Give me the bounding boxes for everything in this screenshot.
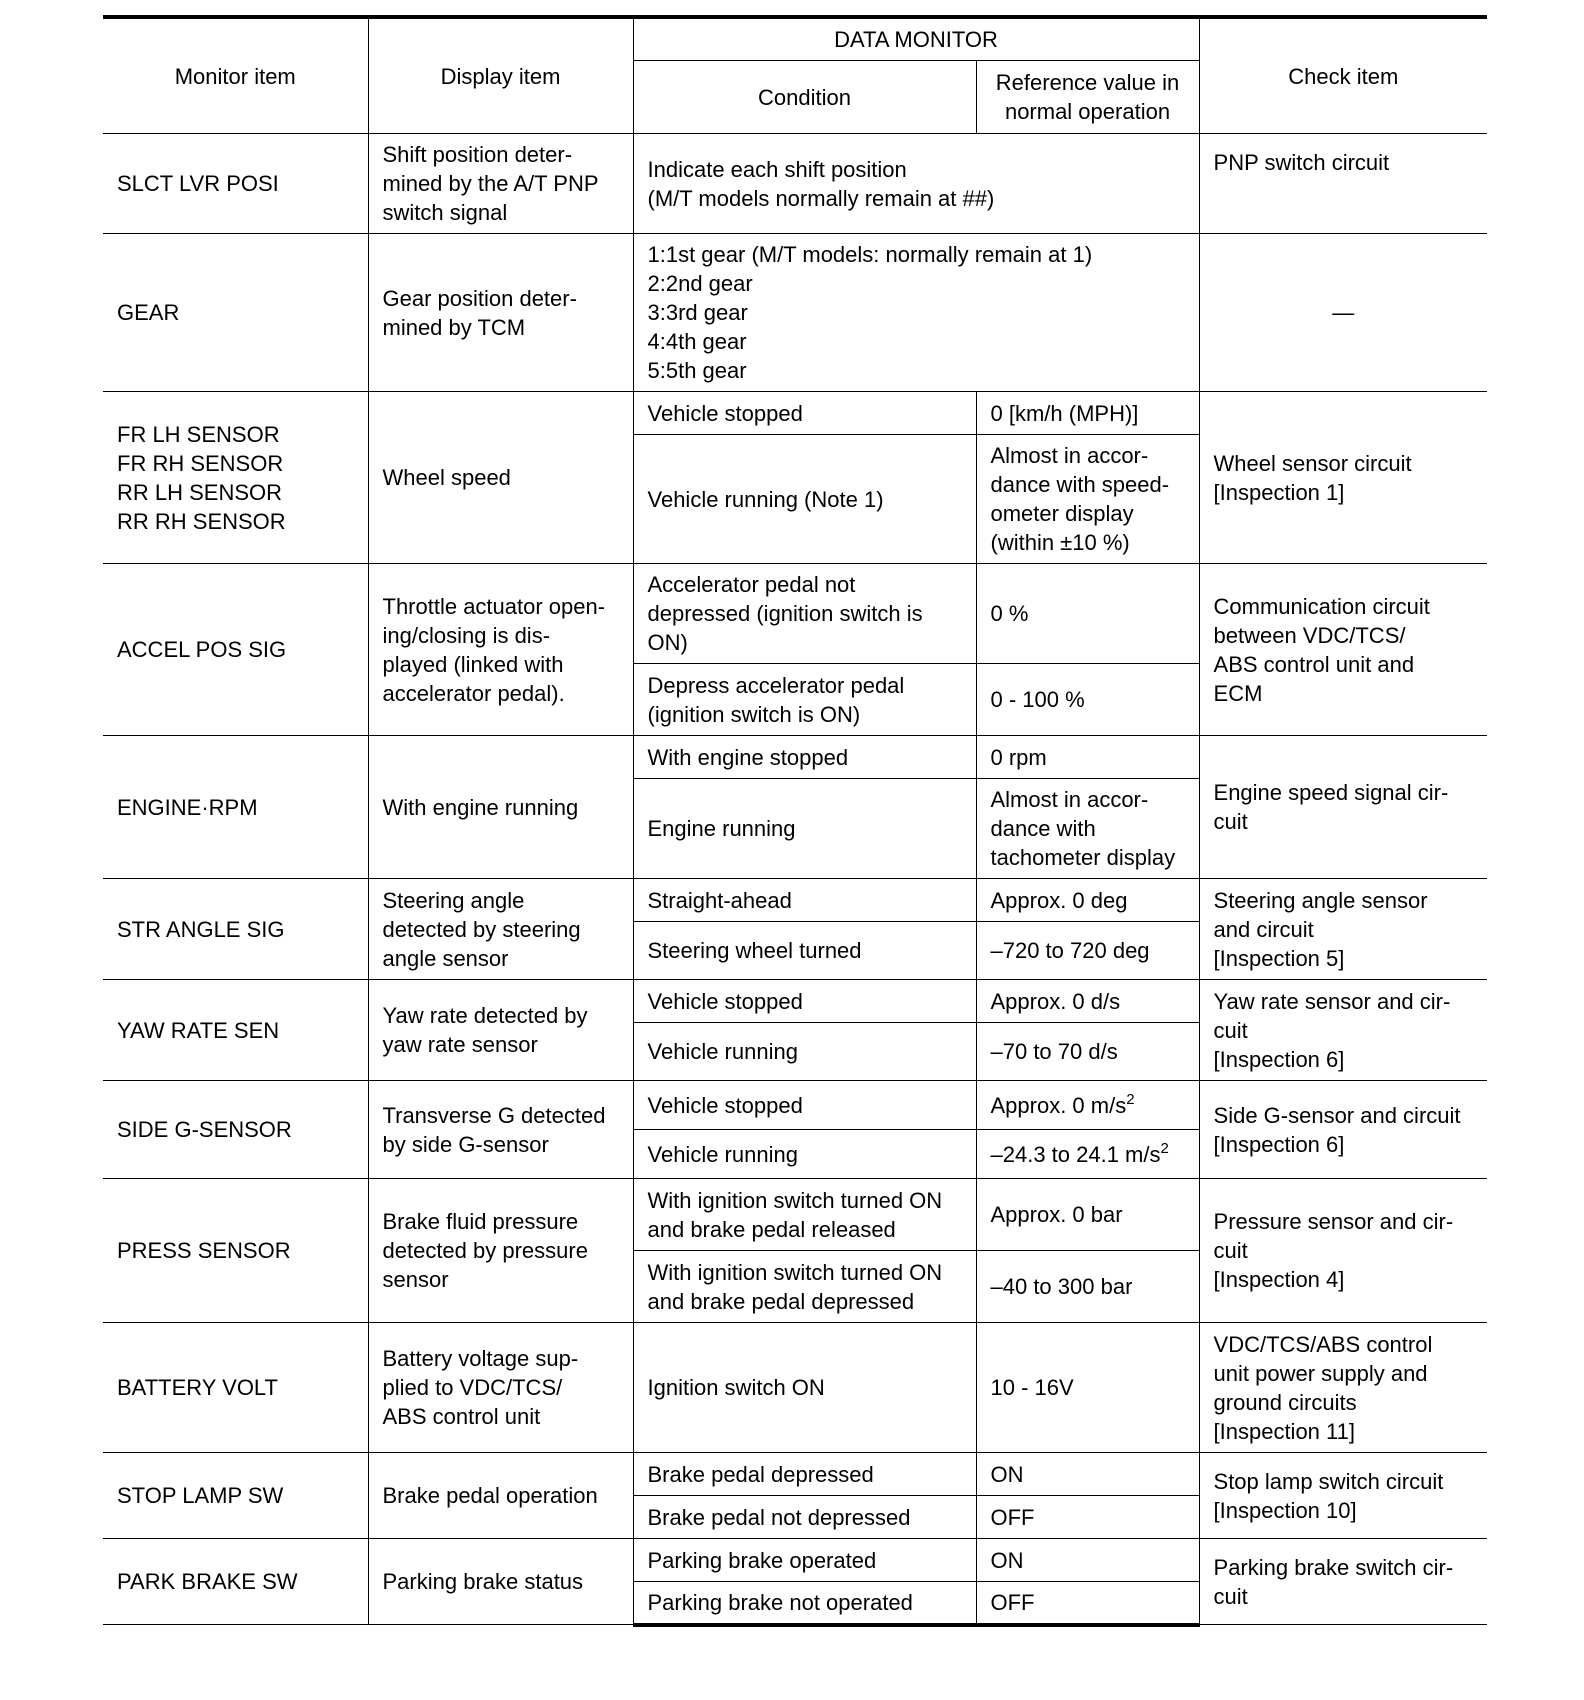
display-item: Brake pedal operation	[368, 1453, 633, 1539]
reference-value: Almost in accor- dance with tachometer display	[976, 779, 1199, 879]
check-item: —	[1199, 234, 1487, 392]
reference-value: 0 %	[976, 564, 1199, 664]
reference-value: ON	[976, 1539, 1199, 1582]
condition: Brake pedal not depressed	[633, 1496, 976, 1539]
table-row	[103, 1081, 1487, 1130]
display-item: Throttle actuator open- ing/closing is dis- played (linked with accelerator pedal).	[368, 564, 633, 736]
check-item: Parking brake switch cir- cuit	[1199, 1539, 1487, 1625]
table-row	[103, 1453, 1487, 1496]
reference-value: OFF	[976, 1496, 1199, 1539]
reference-value: OFF	[976, 1582, 1199, 1625]
reference-value-text: Approx. 0 m/s	[990, 1092, 1127, 1118]
display-item: Transverse G detected by side G-sensor	[368, 1081, 633, 1179]
display-item: Battery voltage sup- plied to VDC/TCS/ ABS control unit	[368, 1323, 633, 1453]
reference-value: –70 to 70 d/s	[976, 1023, 1199, 1081]
table-row	[103, 1323, 1487, 1453]
check-item: Stop lamp switch circuit [Inspection 10]	[1199, 1453, 1487, 1539]
check-item: Yaw rate sensor and cir- cuit [Inspection 6]	[1199, 980, 1487, 1081]
header-display-item: Display item	[368, 17, 633, 134]
check-item: Wheel sensor circuit [Inspection 1]	[1199, 392, 1487, 564]
condition: Depress accelerator pedal (ignition switch is ON)	[633, 664, 976, 736]
header-data-monitor: DATA MONITOR	[633, 17, 1199, 61]
display-item: With engine running	[368, 736, 633, 879]
header-reference-value: Reference value in normal operation	[976, 61, 1199, 134]
table-row	[103, 234, 1487, 392]
table-row	[103, 392, 1487, 435]
condition: Vehicle running	[633, 1130, 976, 1179]
check-item: Engine speed signal cir- cuit	[1199, 736, 1487, 879]
condition: With ignition switch turned ON and brake pedal depressed	[633, 1251, 976, 1323]
monitor-item: BATTERY VOLT	[103, 1323, 368, 1453]
header-condition: Condition	[633, 61, 976, 134]
display-item: Yaw rate detected by yaw rate sensor	[368, 980, 633, 1081]
table-row	[103, 134, 1487, 234]
monitor-item: PRESS SENSOR	[103, 1179, 368, 1323]
display-item: Brake fluid pressure detected by pressure sensor	[368, 1179, 633, 1323]
check-item: Communication circuit between VDC/TCS/ ABS control unit and ECM	[1199, 564, 1487, 736]
reference-value: ON	[976, 1453, 1199, 1496]
reference-value: Almost in accor- dance with speed- ometer display (within ±10 %)	[976, 435, 1199, 564]
check-item: Steering angle sensor and circuit [Inspection 5]	[1199, 879, 1487, 980]
condition: Vehicle stopped	[633, 980, 976, 1023]
condition: Brake pedal depressed	[633, 1453, 976, 1496]
reference-value: Approx. 0 bar	[976, 1179, 1199, 1251]
reference-value: 0 rpm	[976, 736, 1199, 779]
condition: With engine stopped	[633, 736, 976, 779]
exponent: 2	[1126, 1090, 1135, 1108]
display-item: Steering angle detected by steering angle sensor	[368, 879, 633, 980]
display-item: Wheel speed	[368, 392, 633, 564]
condition: 1:1st gear (M/T models: normally remain at 1) 2:2nd gear 3:3rd gear 4:4th gear 5:5th gear	[633, 234, 1199, 392]
condition: Steering wheel turned	[633, 922, 976, 980]
monitor-item: SIDE G-SENSOR	[103, 1081, 368, 1179]
display-item: Parking brake status	[368, 1539, 633, 1625]
monitor-item: GEAR	[103, 234, 368, 392]
header-check-item: Check item	[1199, 17, 1487, 134]
condition: Accelerator pedal not depressed (ignition switch is ON)	[633, 564, 976, 664]
condition: Engine running	[633, 779, 976, 879]
condition: Indicate each shift position (M/T models normally remain at ##)	[633, 134, 1199, 234]
table-row	[103, 564, 1487, 664]
reference-value: –40 to 300 bar	[976, 1251, 1199, 1323]
display-item: Gear position deter- mined by TCM	[368, 234, 633, 392]
display-item: Shift position deter- mined by the A/T PNP switch signal	[368, 134, 633, 234]
table-row	[103, 736, 1487, 779]
monitor-item: PARK BRAKE SW	[103, 1539, 368, 1625]
reference-value: –720 to 720 deg	[976, 922, 1199, 980]
condition: Ignition switch ON	[633, 1323, 976, 1453]
condition: Straight-ahead	[633, 879, 976, 922]
condition: Vehicle running	[633, 1023, 976, 1081]
monitor-item: SLCT LVR POSI	[103, 134, 368, 234]
reference-value: 10 - 16V	[976, 1323, 1199, 1453]
monitor-item: STOP LAMP SW	[103, 1453, 368, 1539]
condition: Vehicle stopped	[633, 392, 976, 435]
header-monitor-item: Monitor item	[103, 17, 368, 134]
check-item: PNP switch circuit	[1199, 134, 1487, 234]
condition: Parking brake operated	[633, 1539, 976, 1582]
data-monitor-table	[103, 15, 1487, 1627]
reference-value: 0 [km/h (MPH)]	[976, 392, 1199, 435]
table-row	[103, 980, 1487, 1023]
check-item: VDC/TCS/ABS control unit power supply and ground circuits [Inspection 11]	[1199, 1323, 1487, 1453]
monitor-item: STR ANGLE SIG	[103, 879, 368, 980]
table-row	[103, 879, 1487, 922]
monitor-item: ENGINE·RPM	[103, 736, 368, 879]
header-row	[103, 17, 1487, 61]
reference-value: 0 - 100 %	[976, 664, 1199, 736]
monitor-item: ACCEL POS SIG	[103, 564, 368, 736]
monitor-item: YAW RATE SEN	[103, 980, 368, 1081]
reference-value: Approx. 0 deg	[976, 879, 1199, 922]
table-row	[103, 1539, 1487, 1582]
check-item: Pressure sensor and cir- cuit [Inspection 4]	[1199, 1179, 1487, 1323]
table-row	[103, 1179, 1487, 1251]
condition: Vehicle running (Note 1)	[633, 435, 976, 564]
condition: With ignition switch turned ON and brake pedal released	[633, 1179, 976, 1251]
condition: Parking brake not operated	[633, 1582, 976, 1625]
reference-value	[976, 1130, 1199, 1179]
reference-value: Approx. 0 d/s	[976, 980, 1199, 1023]
reference-value	[976, 1081, 1199, 1130]
exponent: 2	[1160, 1139, 1169, 1157]
check-item: Side G-sensor and circuit [Inspection 6]	[1199, 1081, 1487, 1179]
reference-value-text: –24.3 to 24.1 m/s	[990, 1141, 1161, 1167]
condition: Vehicle stopped	[633, 1081, 976, 1130]
monitor-item: FR LH SENSOR FR RH SENSOR RR LH SENSOR RR RH SENSOR	[103, 392, 368, 564]
